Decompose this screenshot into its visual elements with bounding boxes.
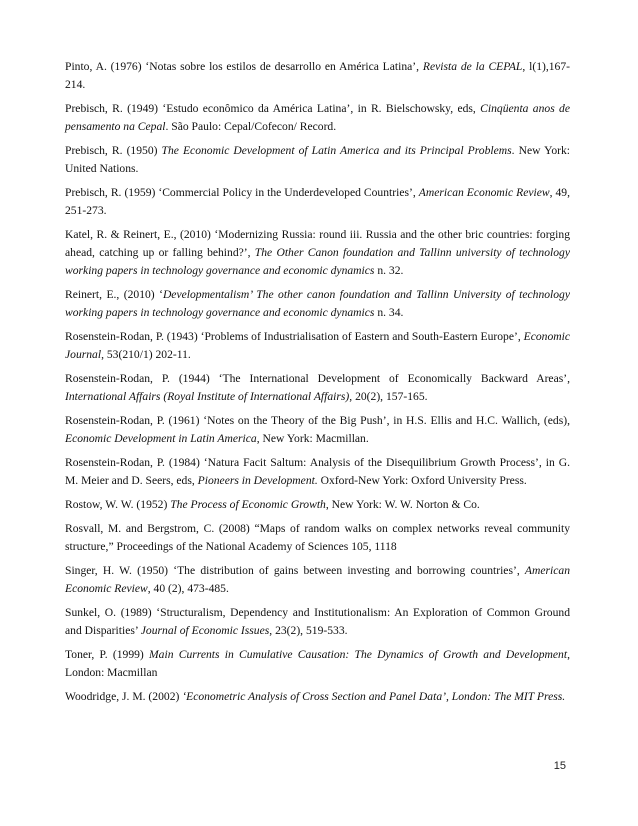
- reference-text: Oxford-New York: Oxford University Press.: [317, 474, 527, 487]
- reference-list: [65, 58, 570, 712]
- reference-title-italic: The Process of Economic Growth: [170, 498, 326, 511]
- reference-text: Rosenstein-Rodan, P. (1944) ‘The International Development of Economically Backward Areas’,: [65, 372, 570, 385]
- reference-title-italic: The Other Canon foundation and Tallinn university of technology working papers in technology governance and economic dynamics: [65, 246, 570, 277]
- reference-text: Prebisch, R. (1950): [65, 144, 162, 157]
- reference-title-italic: American Economic Review: [418, 186, 550, 199]
- reference-text: Rosenstein-Rodan, P. (1943) ‘Problems of Industrialisation of Eastern and South-Eastern Europe’,: [65, 330, 524, 343]
- reference-text: , London: Macmillan: [65, 648, 570, 679]
- reference-entry: [65, 454, 570, 490]
- reference-entry: [65, 286, 570, 322]
- reference-title-italic: Economic Development in Latin America: [65, 432, 257, 445]
- reference-title-italic: The Economic Development of Latin America and its Principal Problems: [161, 144, 512, 157]
- reference-entry: [65, 496, 570, 514]
- reference-text: Rosenstein-Rodan, P. (1984) ‘Natura Facit Saltum: Analysis of the Disequilibrium Growth Process’, in G. M. Meier and D. Seers, eds,: [65, 456, 570, 487]
- reference-text: n. 32.: [374, 264, 404, 277]
- reference-text: Woodridge, J. M. (2002): [65, 690, 183, 703]
- reference-entry: [65, 370, 570, 406]
- reference-text: Rosvall, M. and Bergstrom, C. (2008) “Maps of random walks on complex networks reveal community structure,” Proceedings of the National Academy of Sciences 105, 1118: [65, 522, 570, 553]
- reference-entry: [65, 328, 570, 364]
- reference-title-italic: ‘Econometric Analysis of Cross Section and Panel Data’, London: The MIT Press.: [182, 690, 566, 703]
- reference-title-italic: Revista de la CEPAL: [422, 60, 523, 73]
- reference-text: . New York: United Nations.: [65, 144, 570, 175]
- reference-text: n. 34.: [374, 306, 404, 319]
- reference-title-italic: Cinqüenta anos de pensamento na Cepal: [65, 102, 570, 133]
- reference-title-italic: Journal of Economic Issues: [140, 624, 270, 637]
- reference-text: Rosenstein-Rodan, P. (1961) ‘Notes on the Theory of the Big Push’, in H.S. Ellis and H.C. Wallich, (eds),: [65, 414, 570, 427]
- reference-text: , 20(2), 157-165.: [349, 390, 428, 403]
- reference-text: , 23(2), 519-533.: [269, 624, 348, 637]
- reference-text: Pinto, A. (1976) ‘Notas sobre los estilos de desarrollo en América Latina’,: [65, 60, 423, 73]
- reference-entry: [65, 100, 570, 136]
- reference-entry: [65, 58, 570, 94]
- reference-text: , l(1),167-214.: [65, 60, 571, 91]
- reference-entry: [65, 562, 570, 598]
- reference-title-italic: Developmentalism’ The other canon foundation and Tallinn University of technology working papers in technology governance and economic dynamics: [65, 288, 571, 319]
- reference-text: Rostow, W. W. (1952): [65, 498, 171, 511]
- reference-entry: [65, 604, 570, 640]
- reference-text: Katel, R. & Reinert, E., (2010) ‘Modernizing Russia: round iii. Russia and the other bric countries: forging ahead, catching up or falling behind?’,: [65, 228, 570, 259]
- reference-text: , New York: Macmillan.: [256, 432, 369, 445]
- reference-text: Sunkel, O. (1989) ‘Structuralism, Dependency and Institutionalism: An Exploration of Common Ground and Disparities’: [65, 606, 570, 637]
- reference-text: , New York: W. W. Norton & Co.: [325, 498, 480, 511]
- reference-title-italic: Economic Journal: [65, 330, 570, 361]
- reference-text: Prebisch, R. (1959) ‘Commercial Policy in the Underdeveloped Countries’,: [65, 186, 419, 199]
- reference-title-italic: Main Currents in Cumulative Causation: The Dynamics of Growth and Development: [149, 648, 568, 661]
- reference-text: , 40 (2), 473-485.: [147, 582, 229, 595]
- reference-text: Toner, P. (1999): [65, 648, 150, 661]
- reference-entry: [65, 412, 570, 448]
- reference-entry: [65, 184, 570, 220]
- reference-text: Reinert, E., (2010) ‘: [65, 288, 163, 301]
- reference-entry: [65, 142, 570, 178]
- reference-entry: [65, 226, 570, 280]
- reference-entry: [65, 520, 570, 556]
- reference-entry: [65, 646, 570, 682]
- reference-text: . São Paulo: Cepal/Cofecon/ Record.: [165, 120, 337, 133]
- reference-title-italic: Pioneers in Development.: [197, 474, 318, 487]
- page-number: 15: [553, 760, 566, 772]
- reference-title-italic: American Economic Review: [65, 564, 570, 595]
- reference-title-italic: International Affairs (Royal Institute of International Affairs): [65, 390, 350, 403]
- reference-text: , 53(210/1) 202-11.: [101, 348, 191, 361]
- reference-entry: [65, 688, 570, 706]
- reference-text: Prebisch, R. (1949) ‘Estudo econômico da América Latina’, in R. Bielschowsky, eds,: [65, 102, 481, 115]
- reference-text: Singer, H. W. (1950) ‘The distribution of gains between investing and borrowing countries’,: [65, 564, 525, 577]
- reference-text: , 49, 251-273.: [65, 186, 571, 217]
